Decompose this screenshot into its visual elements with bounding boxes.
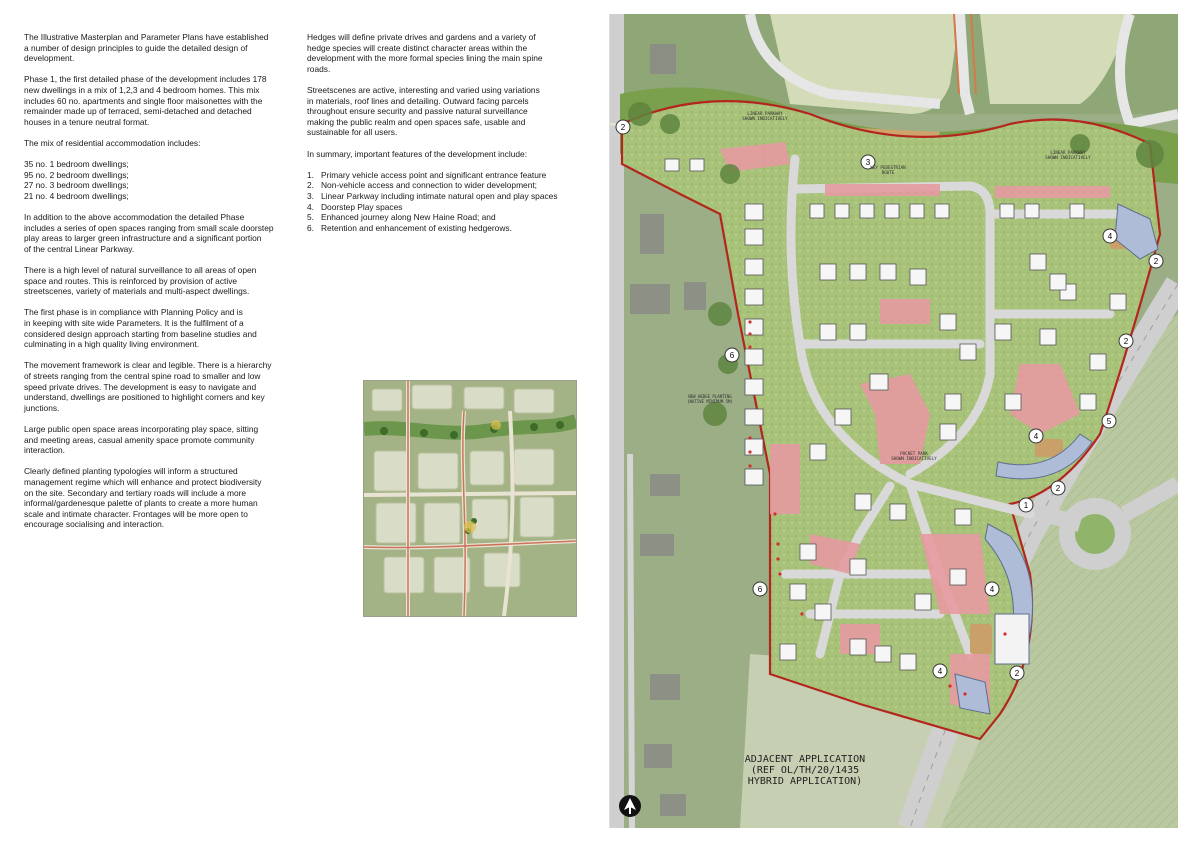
list-item: 4. Doorstep Play spaces — [307, 201, 403, 212]
left-text-column — [24, 32, 296, 541]
features-list — [307, 170, 579, 234]
paragraph-open-spaces: In addition to the above accommodation the detailed Phase includes a series of open spaces ranging from small scale doorstep play areas to larger green infrastructure and a significant portion of the central Linear Parkway. — [24, 212, 274, 254]
svg-text:2: 2 — [620, 123, 626, 132]
label-pocket-park: POCKET PARK SHOWN INDICATIVELY — [891, 451, 937, 461]
paragraph-planting: Clearly defined planting typologies will inform a structured management regime which will enhance and protect biodiversity on the site. Secondary and tertiary roads will include a more informal/gardenesque palette of plants to create a more human scale and intimate character. Frontages will be more open to encourage socialising and interaction. — [24, 466, 262, 530]
callout-marker — [1119, 334, 1133, 348]
svg-text:4: 4 — [937, 667, 943, 676]
callout-marker — [1019, 498, 1033, 512]
callout-marker — [616, 120, 630, 134]
svg-text:2: 2 — [1123, 337, 1129, 346]
paragraph-compliance: The first phase is in compliance with Planning Policy and is in keeping with site wide Parameters. It is the fulfilment of a considered design approach starting from baseline studies and culminating in a high quality living environment. — [24, 307, 257, 350]
label-linear-parkway-east: LINEAR PARKWAY SHOWN INDICATIVELY — [1045, 150, 1091, 160]
svg-text:2: 2 — [1153, 257, 1159, 266]
list-item: 2. Non-vehicle access and connection to wider development; — [307, 180, 538, 191]
paragraph-streetscenes: Streetscenes are active, interesting and varied using variations in materials, roof lines and detailing. Outward facing parcels throughout ensure security and passive natural surveillance making the public realm and open spaces safe, usable and sustainable for all users. — [307, 84, 540, 138]
paragraph-surveillance: There is a high level of natural surveillance to all areas of open space and routes. This is reinforced by provision of active streetscenes, variety of materials and multi-aspect dwellings. — [24, 265, 257, 297]
label-pedestrian-route: KEY PEDESTRIAN ROUTE — [870, 165, 906, 175]
svg-text:4: 4 — [989, 585, 995, 594]
list-item: 3. Linear Parkway including intimate natural open and play spaces — [307, 190, 558, 201]
callout-marker — [1149, 254, 1163, 268]
svg-text:4: 4 — [1033, 432, 1039, 441]
label-linear-parkway-west: LINEAR PARKWAY SHOWN INDICATIVELY — [742, 111, 788, 121]
svg-text:6: 6 — [729, 351, 735, 360]
paragraph-phase1: Phase 1, the first detailed phase of the development includes 178 new dwellings in a mix of 1,2,3 and 4 bedroom homes. This mix includes 60 no. apartments and single floor maisonettes with the remainder made up of terraced, semi-detached and detached houses in a tenure neutral format. — [24, 74, 267, 127]
paragraph-public-space: Large public open space areas incorporating play space, sitting and meeting areas, casual amenity space promote community interaction. — [24, 423, 259, 456]
callout-marker — [725, 348, 739, 362]
paragraph-summary: In summary, important features of the development include: — [307, 148, 528, 159]
svg-text:1: 1 — [1023, 501, 1029, 510]
callout-marker — [1102, 414, 1116, 428]
svg-text:4: 4 — [1107, 232, 1113, 241]
masterplan-drawing — [609, 14, 1178, 828]
callout-marker — [985, 582, 999, 596]
inset-plan-graphic — [364, 381, 576, 616]
callout-marker — [1103, 229, 1117, 243]
callout-marker — [1051, 481, 1065, 495]
paragraph-mix-list: 35 no. 1 bedroom dwellings; 95 no. 2 bedroom dwellings; 27 no. 3 bedroom dwellings; 21 no. 4 bedroom dwellings; — [24, 159, 129, 201]
svg-text:2: 2 — [1055, 484, 1061, 493]
paragraph-hedges: Hedges will define private drives and gardens and a variety of hedge species will create distinct character areas within the development with the more formal species lining the main spine roads. — [307, 32, 543, 74]
inset-location-plan — [363, 380, 577, 617]
north-arrow-icon — [619, 795, 641, 817]
label-new-hedge: NEW HEDGE PLANTING (NATIVE MINIMUM 5M) — [687, 394, 733, 404]
list-item: 1. Primary vehicle access point and significant entrance feature — [307, 169, 547, 180]
callout-marker — [1010, 666, 1024, 680]
svg-text:3: 3 — [865, 158, 871, 167]
svg-text:2: 2 — [1014, 669, 1020, 678]
list-item: 6. Retention and enhancement of existing hedgerows. — [307, 222, 512, 233]
callout-marker — [1029, 429, 1043, 443]
paragraph-intro: The Illustrative Masterplan and Parameter Plans have established a number of design principles to guide the detailed design of development. — [24, 32, 269, 64]
middle-text-column — [307, 32, 579, 233]
label-adjacent-application: ADJACENT APPLICATION (REF OL/TH/20/1435 HYBRID APPLICATION) — [744, 754, 866, 787]
paragraph-movement: The movement framework is clear and legible. There is a hierarchy of streets ranging from the central spine road to smaller and low speed private drives. The development is easy to navigate and understand, dwellings are positioned to highlight corners and key junctions. — [24, 360, 272, 413]
list-item: 5. Enhanced journey along New Haine Road; and — [307, 212, 496, 223]
callout-marker — [933, 664, 947, 678]
callout-marker — [753, 582, 767, 596]
masterplan-graphic — [610, 14, 1178, 828]
svg-text:5: 5 — [1106, 417, 1112, 426]
paragraph-mix-heading: The mix of residential accommodation includes: — [24, 137, 201, 148]
svg-text:6: 6 — [757, 585, 763, 594]
